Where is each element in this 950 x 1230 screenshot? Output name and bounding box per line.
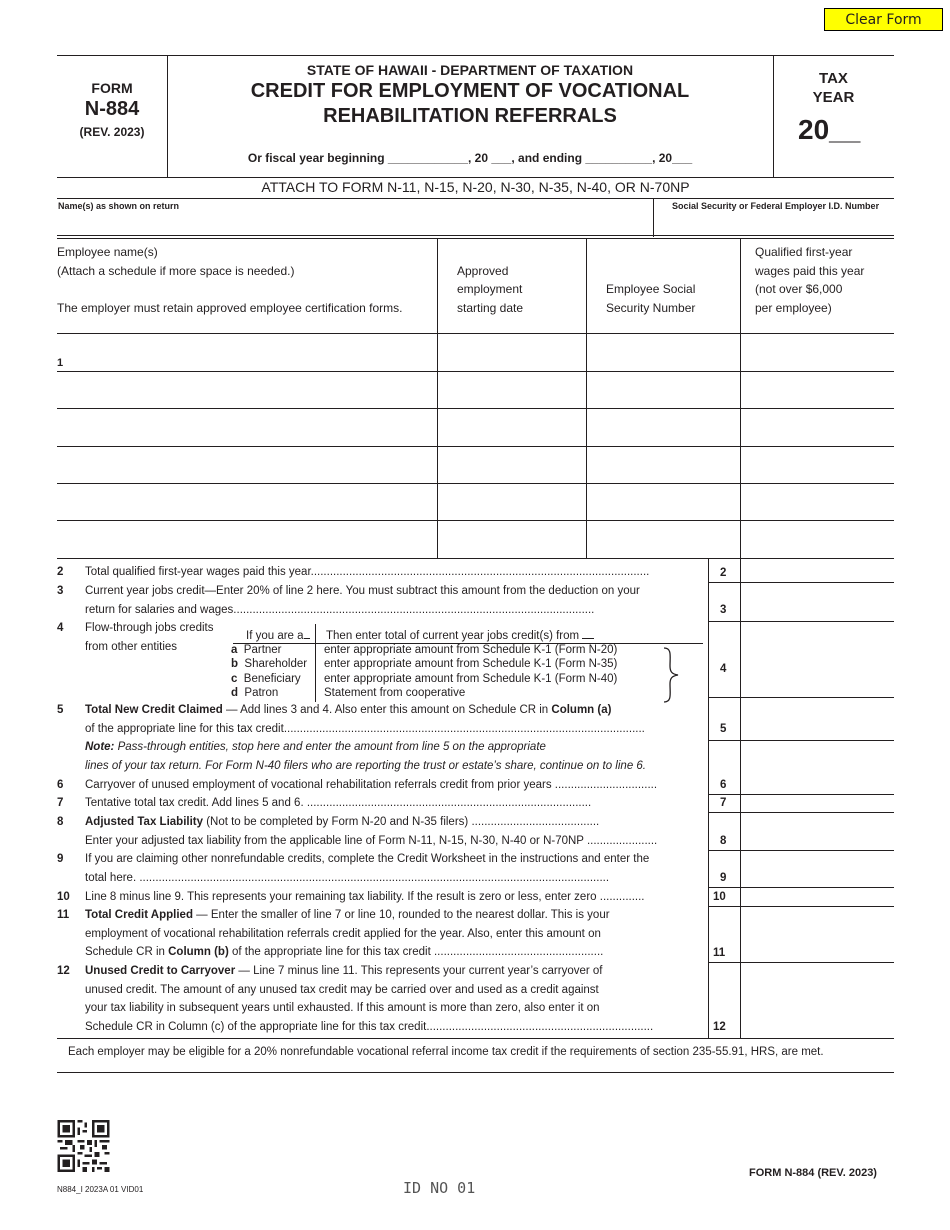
box-4-label: 4 — [720, 663, 727, 675]
fiscal-year-line: Or fiscal year beginning ____________, 20 ___, and ending __________, 20___ — [247, 151, 693, 165]
line-6-amount[interactable] — [742, 742, 893, 793]
form-title-line2: REHABILITATION REFERRALS — [323, 105, 617, 127]
line-4a-desc: enter appropriate amount from Schedule K-1 (Form N-20) — [324, 644, 618, 656]
tax-year-field[interactable]: 20__ — [798, 114, 861, 145]
form-footer-label: FORM N-884 (REV. 2023) — [749, 1167, 877, 1179]
line-12-text: Unused Credit to Carryover — Line 7 minus line 11. This represents your current year’s carryover of — [85, 965, 603, 977]
line-4-hdr-b: Then enter total of current year jobs credit(s) from — [326, 630, 594, 642]
col-wages-3: (not over $6,000 — [755, 282, 843, 296]
employee-ssn-row[interactable] — [588, 335, 739, 370]
line-4d: d Patron — [231, 687, 279, 699]
line-9-amount[interactable] — [742, 852, 893, 886]
col-start-date-3: starting date — [457, 301, 524, 315]
tax-year-label: TAX — [819, 70, 848, 87]
col-wages-2: wages paid this year — [755, 264, 865, 278]
qr-code-icon — [57, 1120, 110, 1172]
ssn-label: Social Security or Federal Employer I.D. Number — [672, 201, 880, 211]
line-11-text2: employment of vocational rehabilitation referrals credit applied for the year. Also, enter this amount on — [85, 928, 601, 940]
eligibility-note: Each employer may be eligible for a 20% nonrefundable vocational referral income tax credit if the requirements of section 235-55.91, HRS, are met. — [68, 1046, 824, 1058]
box-5-label: 5 — [720, 723, 727, 735]
col-start-date-2: employment — [457, 282, 523, 296]
line-12-text2: unused credit. The amount of any unused tax credit may be carried over and used as a credit against — [85, 984, 599, 996]
ssn-fein-field[interactable] — [658, 212, 892, 234]
box-12-label: 12 — [713, 1021, 726, 1033]
line-5-text2: of the appropriate line for this tax credit................................................................................................................. — [85, 723, 645, 735]
line-11-text3: Schedule CR in Column (b) of the appropriate line for this tax credit ..................................................... — [85, 946, 604, 958]
col-wages-4: per employee) — [755, 301, 832, 315]
wages-row[interactable] — [742, 335, 893, 370]
employee-name-row[interactable] — [58, 335, 436, 370]
line-4-text2: from other entities — [85, 641, 178, 653]
line-8-number: 8 — [57, 816, 64, 828]
line-11-number: 11 — [57, 909, 70, 921]
line-12-text4: Schedule CR in Column (c) of the appropriate line for this tax credit....................................................................... — [85, 1021, 654, 1033]
line-3-text: Current year jobs credit—Enter 20% of line 2 here. You must subtract this amount from the deduction on your — [85, 585, 640, 597]
line-8-amount[interactable] — [742, 814, 893, 849]
line-7-number: 7 — [57, 797, 64, 809]
box-6-label: 6 — [720, 779, 727, 791]
agency-name: STATE OF HAWAII - DEPARTMENT OF TAXATION — [306, 62, 634, 78]
name-label: Name(s) as shown on return — [58, 201, 180, 211]
box-7-label: 7 — [720, 797, 727, 809]
brace-icon — [660, 646, 682, 704]
line-2-number: 2 — [57, 566, 64, 578]
line-12-amount[interactable] — [742, 964, 893, 1037]
box-9-label: 9 — [720, 872, 727, 884]
line-3-number: 3 — [57, 585, 64, 597]
line-3-amount[interactable] — [742, 584, 893, 620]
line-8-text: Adjusted Tax Liability (Not to be completed by Form N-20 and N-35 filers) ........................................ — [85, 816, 600, 828]
line-3-text2: return for salaries and wages................................................................................................................. — [85, 604, 595, 616]
name-field[interactable] — [58, 212, 648, 234]
line-4c-desc: enter appropriate amount from Schedule K-1 (Form N-40) — [324, 673, 618, 685]
line-4d-desc: Statement from cooperative — [324, 687, 466, 699]
form-label: FORM — [91, 80, 133, 96]
id-number: ID NO 01 — [403, 1179, 476, 1197]
col-wages-1: Qualified first-year — [755, 245, 853, 259]
line-5-text: Total New Credit Claimed — Add lines 3 and 4. Also enter this amount on Schedule CR in Column (a) — [85, 704, 612, 716]
line-9-text2: total here. ................................................................................................................................................... — [85, 872, 610, 884]
line-4-number: 4 — [57, 622, 64, 634]
line-12-number: 12 — [57, 965, 70, 977]
tax-year-label2: YEAR — [812, 89, 855, 106]
box-10-label: 10 — [713, 891, 726, 903]
box-2-label: 2 — [720, 567, 727, 579]
clear-form-button[interactable]: Clear Form — [824, 8, 943, 31]
line-4-hdr-a: If you are a — [246, 630, 310, 642]
line-8-text2: Enter your adjusted tax liability from the applicable line of Form N-11, N-15, N-30, N-40 or N-70NP ...................... — [85, 835, 658, 847]
col-start-date-1: Approved — [457, 264, 509, 278]
line-4-amount[interactable] — [742, 623, 893, 696]
line-1-label: 1 — [57, 357, 64, 369]
col-employee-name: Employee name(s) — [57, 245, 158, 259]
form-number: N-884 — [84, 98, 140, 120]
line-11-amount[interactable] — [742, 908, 893, 961]
form-code: N884_I 2023A 01 VID01 — [57, 1185, 144, 1194]
box-11-label: 11 — [713, 947, 726, 959]
line-2-text: Total qualified first-year wages paid this year.......................................................................................................... — [85, 566, 650, 578]
line-9-text: If you are claiming other nonrefundable credits, complete the Credit Worksheet in the instructions and enter the — [85, 853, 650, 865]
line-6-number: 6 — [57, 779, 64, 791]
box-8-label: 8 — [720, 835, 727, 847]
form-title-line1: CREDIT FOR EMPLOYMENT OF VOCATIONAL — [250, 80, 690, 102]
col-employee-note: (Attach a schedule if more space is needed.) — [57, 264, 295, 278]
line-4-text: Flow-through jobs credits — [85, 622, 214, 634]
line-10-amount[interactable] — [742, 889, 893, 905]
col-ssn-1: Employee Social — [606, 282, 696, 296]
form-revision: (REV. 2023) — [79, 125, 145, 139]
line-12-text3: your tax liability in subsequent years until exhausted. If this amount is more than zero, also enter it on — [85, 1002, 600, 1014]
note-text: Note: Pass-through entities, stop here and enter the amount from line 5 on the appropriate — [85, 741, 546, 753]
line-4b-desc: enter appropriate amount from Schedule K-1 (Form N-35) — [324, 658, 618, 670]
col-employee-retain: The employer must retain approved employee certification forms. — [57, 301, 403, 315]
line-9-number: 9 — [57, 853, 64, 865]
col-ssn-2: Security Number — [606, 301, 696, 315]
line-7-amount[interactable] — [742, 796, 893, 811]
line-6-text: Carryover of unused employment of vocational rehabilitation referrals credit from prior years ................................ — [85, 779, 658, 791]
line-10-number: 10 — [57, 891, 70, 903]
line-5-number: 5 — [57, 704, 64, 716]
note-text2: lines of your tax return. For Form N-40 filers who are reporting the trust or estate’s share, continue on to line 6. — [85, 760, 646, 772]
line-7-text: Tentative total tax credit. Add lines 5 and 6. ......................................................................................... — [85, 797, 592, 809]
line-4c: c Beneficiary — [231, 673, 301, 685]
line-5-amount[interactable] — [742, 699, 893, 739]
line-4b: b Shareholder — [231, 658, 308, 670]
line-2-amount[interactable] — [742, 560, 893, 581]
line-11-text: Total Credit Applied — Enter the smaller of line 7 or line 10, rounded to the nearest dollar. This is your — [85, 909, 610, 921]
start-date-row[interactable] — [439, 335, 585, 370]
box-3-label: 3 — [720, 604, 727, 616]
line-4a: a Partner — [231, 644, 282, 656]
attach-instruction: ATTACH TO FORM N-11, N-15, N-20, N-30, N-35, N-40, OR N-70NP — [261, 179, 690, 195]
line-10-text: Line 8 minus line 9. This represents your remaining tax liability. If the result is zero or less, enter zero .............. — [85, 891, 645, 903]
